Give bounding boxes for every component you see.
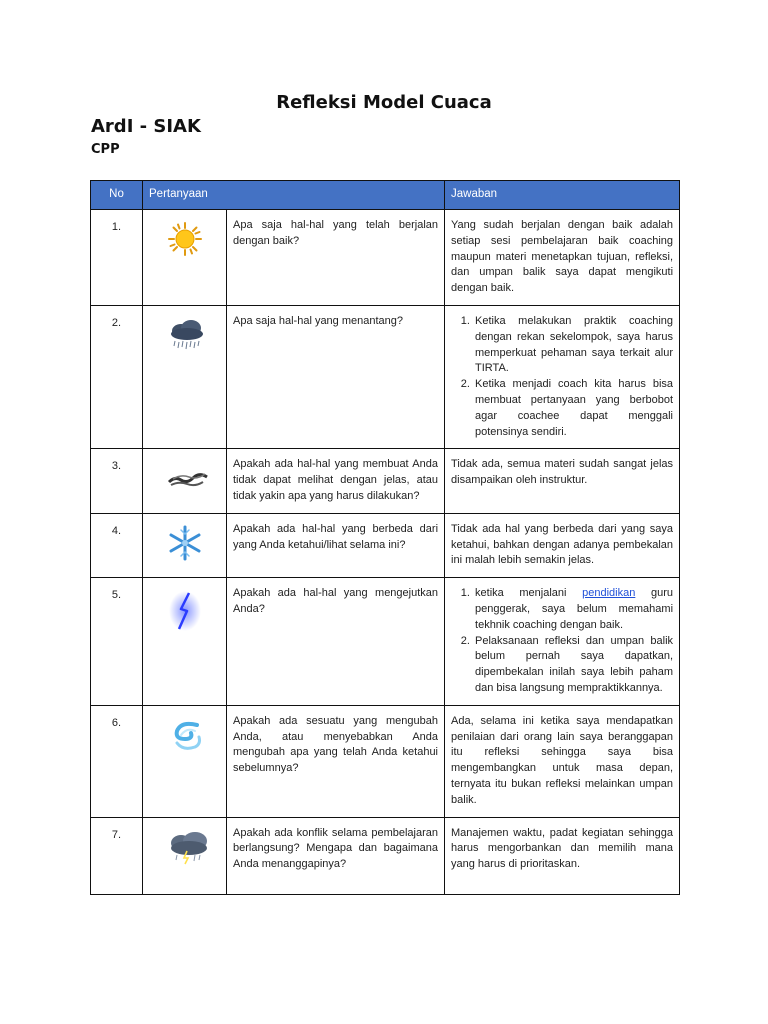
table-row [91,513,680,577]
question-text: Apakah ada hal-hal yang mengejutkan Anda? [227,578,445,706]
question-text: Apakah ada sesuatu yang mengubah Anda, atau menyebabkan Anda mengubah apa yang telah Anda ketahui sebelumnya? [227,705,445,817]
reflection-table [90,180,680,895]
header-no: No [91,181,143,210]
tornado-icon [167,717,203,753]
rain-cloud-icon [167,317,203,353]
answer-item: 1. Ketika melakukan praktik coaching dengan rekan sekelompok, saya harus memperkuat pehaman saya terkait alur TIRTA. [473,314,673,377]
question-text: Apakah ada konflik selama pembelajaran berlangsung? Mengapa dan bagaimana Anda menanggapinya? [227,817,445,894]
row-number: 2. [91,305,143,448]
question-text: Apa saja hal-hal yang telah berjalan dengan baik? [227,210,445,306]
table-row [91,578,680,706]
row-number: 7. [91,817,143,894]
row-number: 4. [91,513,143,577]
row-number: 3. [91,449,143,513]
table-row [91,705,680,817]
answer-text: Tidak ada, semua materi sudah sangat jelas disampaikan oleh instruktur. [445,449,680,513]
fog-icon [167,460,203,496]
document-author: ArdI - SIAK [91,116,201,137]
table-row [91,817,680,894]
answer-item: 2. Pelaksanaan refleksi dan umpan balik belum pernah saya dapatkan, dipembekalan inilah saya lebih paham dan bisa langsung mempraktikkannya. [473,634,673,697]
document-subtitle: CPP [91,142,120,157]
header-question: Pertanyaan [143,181,445,210]
question-text: Apa saja hal-hal yang menantang? [227,305,445,448]
table-row [91,449,680,513]
answer-list [451,586,673,697]
table-header-row [91,181,680,210]
document-title: Refleksi Model Cuaca [276,92,492,113]
table-row [91,305,680,448]
question-text: Apakah ada hal-hal yang berbeda dari yang Anda ketahui/lihat selama ini? [227,513,445,577]
snowflake-icon [167,525,203,561]
answer-text: Yang sudah berjalan dengan baik adalah setiap sesi pembelajaran baik coaching maupun materi menetapkan tujuan, refleksi, dan umpan balik saya dapat mengikuti dengan baik. [445,210,680,306]
storm-cloud-icon [167,829,203,865]
header-answer: Jawaban [445,181,680,210]
answer-item: 2. Ketika menjadi coach kita harus bisa membuat pertanyaan yang berbobot agar coachee dapat menggali potensinya sendiri. [473,377,673,440]
table-row [91,210,680,306]
row-number: 1. [91,210,143,306]
row-number: 6. [91,705,143,817]
answer-text: Ada, selama ini ketika saya mendapatkan penilaian dari orang lain saya beranggapan itu refleksi sehingga saya bisa mengembangkan untuk masa depan, ternyata itu bukan refleksi melainkan umpan balik. [445,705,680,817]
question-text: Apakah ada hal-hal yang membuat Anda tidak dapat melihat dengan jelas, atau tidak yakin apa yang harus dilakukan? [227,449,445,513]
pendidikan-link[interactable]: pendidikan [582,587,636,600]
row-number: 5. [91,578,143,706]
answer-item: 1. ketika menjalani pendidikan guru penggerak, saya belum memahami tekhnik coaching dengan baik. [473,586,673,633]
answer-text: Manajemen waktu, padat kegiatan sehingga harus mengorbankan dan memilih mana yang harus di prioritaskan. [445,817,680,894]
sun-icon [167,221,203,257]
answer-text: Tidak ada hal yang berbeda dari yang saya ketahui, bahkan dengan adanya pembekalan ini malah lebih semakin jelas. [445,513,680,577]
lightning-icon [167,589,203,625]
answer-list [451,314,673,440]
